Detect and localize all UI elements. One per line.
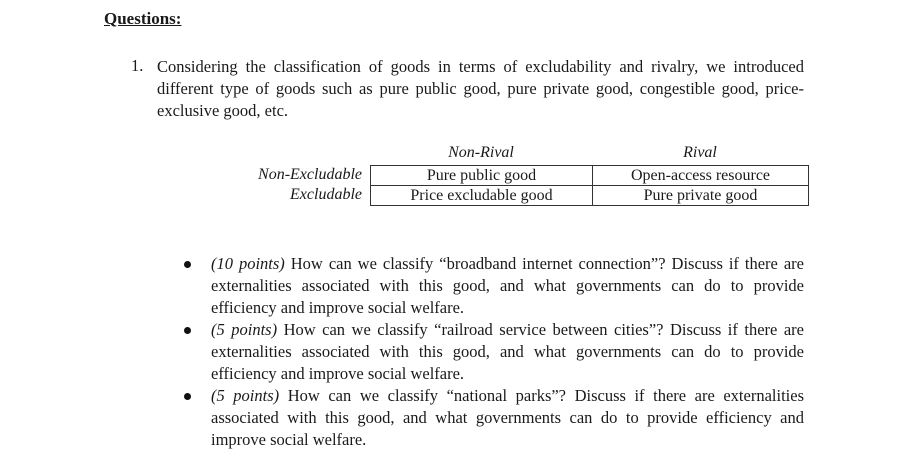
list-item [184,253,804,319]
row-label-excludable: Excludable [290,186,362,203]
column-header-non-rival: Non-Rival [448,144,514,161]
table-cell: Price excludable good [371,186,593,206]
bullet-icon [184,261,191,268]
list-item [184,385,804,451]
question-number: 1. [131,56,144,75]
sub-question-text: How can we classify “railroad service between cities”? Discuss if there are externalities associated with this good, and what governments can do to provide efficiency and improve social welfare. [211,320,804,383]
bullet-icon [184,327,191,334]
table-cell: Open-access resource [593,166,809,186]
goods-classification-table [370,165,809,206]
sub-question-list [184,253,804,451]
sub-question-text: How can we classify “national parks”? Discuss if there are externalities associated with this good, and what governments can do to provide efficiency and improve social welfare. [211,386,804,449]
points-label: (5 points) [211,320,284,339]
list-item [184,319,804,385]
page-heading: Questions: [104,9,182,28]
points-label: (10 points) [211,254,291,273]
table-row [371,186,809,206]
table-row [371,166,809,186]
sub-question-text: How can we classify “broadband internet connection”? Discuss if there are externalities associated with this good, and what governments can do to provide efficiency and improve social welfare. [211,254,804,317]
table-cell: Pure public good [371,166,593,186]
row-label-non-excludable: Non-Excludable [258,166,362,183]
bullet-icon [184,393,191,400]
question-text: Considering the classification of goods in terms of excludability and rivalry, we introduced different type of goods such as pure public good, pure private good, congestible good, price-exclusive good, etc. [157,57,804,120]
column-header-rival: Rival [683,144,717,161]
table-cell: Pure private good [593,186,809,206]
points-label: (5 points) [211,386,288,405]
